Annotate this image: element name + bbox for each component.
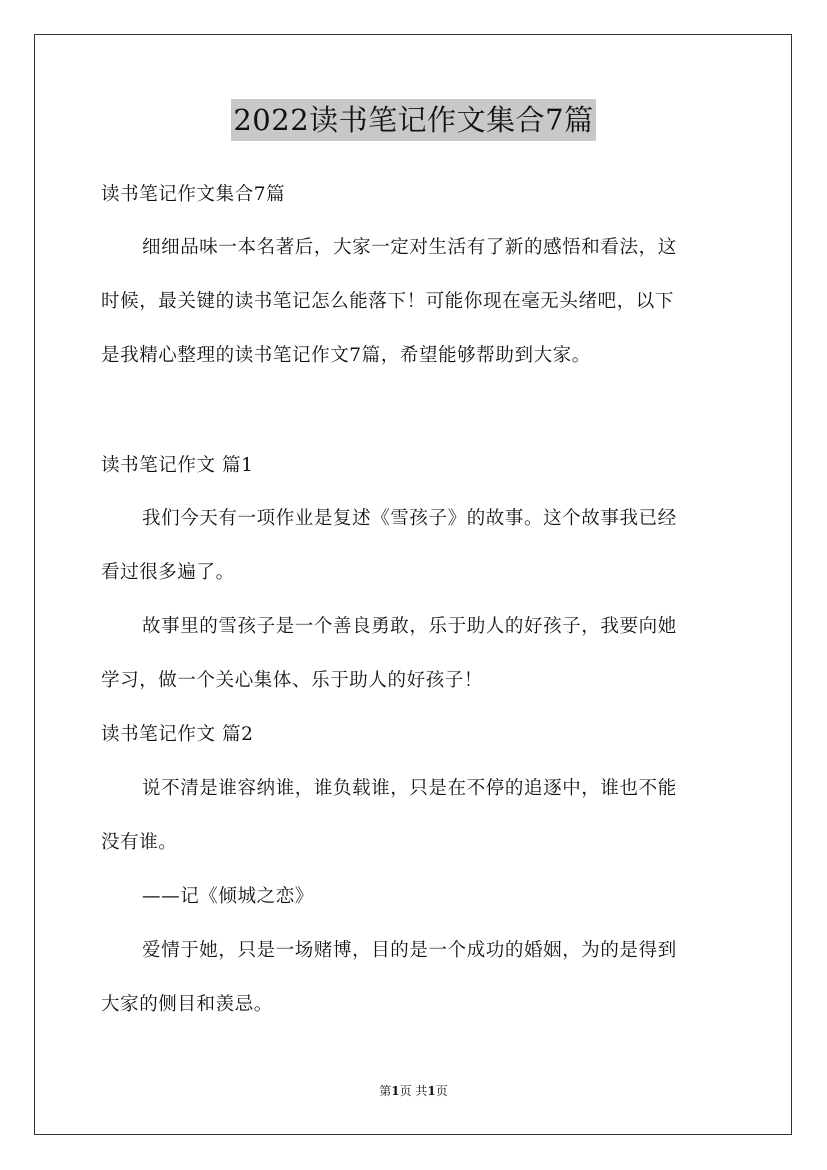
footer-suffix: 页 [435,1084,448,1098]
section-heading: 读书笔记作文 篇1 [101,455,254,476]
paragraph-line: 看过很多遍了。 [101,562,235,583]
paragraph-line: 爱情于她，只是一场赌博，目的是一个成功的婚姻，为的是得到 [142,940,677,961]
document-title: 2022读书笔记作文集合7篇 [231,99,595,141]
paragraph-line: 细细品味一本名著后，大家一定对生活有了新的感悟和看法，这 [142,237,677,258]
footer-prefix: 第 [379,1084,392,1098]
paragraph-line: 没有谁。 [101,832,178,853]
quote-line: ——记《倾城之恋》 [142,886,314,907]
paragraph-line: 学习，做一个关心集体、乐于助人的好孩子！ [101,670,484,691]
paragraph-line: 大家的侧目和羡忌。 [101,994,273,1015]
paragraph-line: 我们今天有一项作业是复述《雪孩子》的故事。这个故事我已经 [142,508,677,529]
page-footer [0,1083,827,1099]
footer-mid: 页 共 [399,1084,428,1098]
paragraph-line: 说不清是谁容纳谁，谁负载谁，只是在不停的追逐中，谁也不能 [142,778,677,799]
subtitle-line: 读书笔记作文集合7篇 [101,184,286,205]
paragraph-line: 故事里的雪孩子是一个善良勇敢，乐于助人的好孩子，我要向她 [142,616,677,637]
paragraph-line: 时候，最关键的读书笔记怎么能落下！可能你现在毫无头绪吧，以下 [101,291,675,312]
footer-total-pages: 1 [427,1084,436,1098]
paragraph-line: 是我精心整理的读书笔记作文7篇，希望能够帮助到大家。 [101,345,591,366]
section-heading: 读书笔记作文 篇2 [101,724,254,745]
title-wrap [0,99,827,141]
footer-page-number: 1 [391,1084,400,1098]
